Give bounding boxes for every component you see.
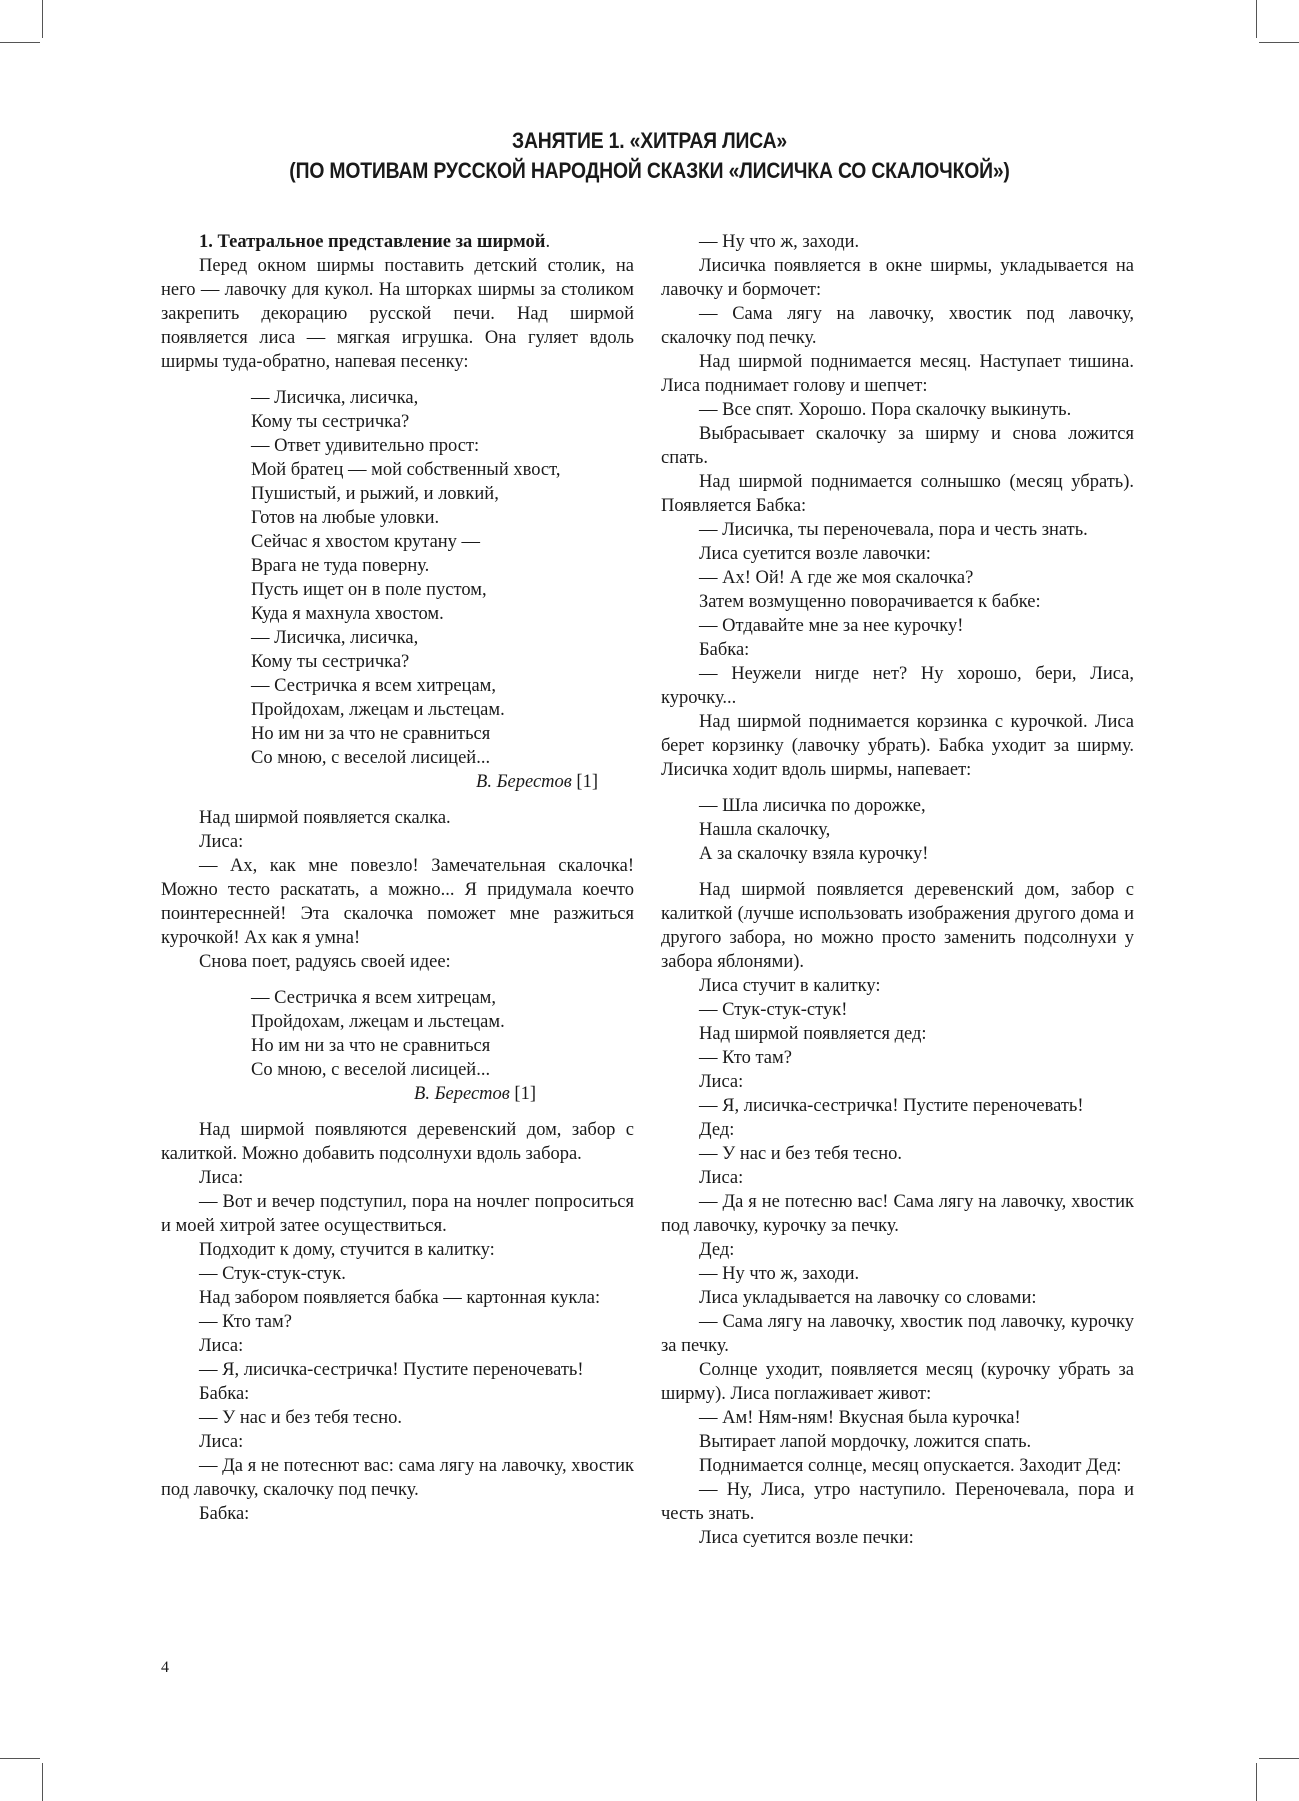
paragraph: Бабка: (199, 1504, 250, 1524)
paragraph: — Вот и вечер подступил, пора на ночлег попроситься и моей хитрой затее осуществиться. (161, 1192, 634, 1236)
paragraph: Лиса: (199, 1336, 244, 1356)
paragraph: — Отдавайте мне за нее курочку! (699, 616, 964, 636)
poem-line: — Лисичка, лисичка, (251, 628, 419, 648)
poem-line: Нашла скалочку, (699, 820, 831, 840)
crop-mark (0, 1758, 40, 1759)
paragraph: Над ширмой поднимается месяц. Наступает тишина. Лиса поднимает голову и шепчет: (661, 352, 1134, 396)
poem-line: Куда я махнула хвостом. (251, 604, 444, 624)
paragraph: — Ну что ж, заходи. (699, 1264, 860, 1284)
paragraph: Снова поет, радуясь своей идее: (199, 952, 451, 972)
paragraph: — Стук-стук-стук. (199, 1264, 346, 1284)
poem-line: Но им ни за что не сравниться (251, 724, 491, 744)
paragraph: Поднимается солнце, месяц опускается. Заходит Дед: (699, 1456, 1122, 1476)
paragraph: — Я, лисичка-сестричка! Пустите переночевать! (699, 1096, 1084, 1116)
paragraph: Лиса: (199, 832, 244, 852)
page-title (78, 126, 1221, 186)
paragraph: Лиса суетится возле печки: (699, 1528, 914, 1548)
paragraph: Вытирает лапой мордочку, ложится спать. (699, 1432, 1032, 1452)
paragraph: Бабка: (199, 1384, 250, 1404)
poem-line: Но им ни за что не сравниться (251, 1036, 491, 1056)
paragraph: — Сама лягу на лавочку, хвостик под лавочку, скалочку под печку. (661, 304, 1134, 348)
paragraph: — Неужели нигде нет? Ну хорошо, бери, Лиса, курочку... (661, 664, 1134, 708)
paragraph: — Я, лисичка-сестричка! Пустите переночевать! (199, 1360, 584, 1380)
paragraph: Лиса стучит в калитку: (699, 976, 881, 996)
poem (661, 794, 1134, 866)
poem-line: Пройдохам, лжецам и льстецам. (251, 1012, 505, 1032)
paragraph: Дед: (699, 1120, 735, 1140)
paragraph: — Ам! Ням-ням! Вкусная была курочка! (699, 1408, 1021, 1428)
paragraph: — У нас и без тебя тесно. (199, 1408, 402, 1428)
crop-mark (1256, 0, 1257, 38)
crop-mark (0, 42, 40, 43)
poem-line: Кому ты сестричка? (251, 652, 410, 672)
paragraph: Лиса: (699, 1168, 744, 1188)
paragraph: Над ширмой появляется дед: (699, 1024, 927, 1044)
crop-mark (1259, 42, 1299, 43)
paragraph: Лиса: (199, 1168, 244, 1188)
paragraph: — Кто там? (699, 1048, 792, 1068)
paragraph: Лиса: (199, 1432, 244, 1452)
poem-line: — Лисичка, лисичка, (251, 388, 419, 408)
paragraph: Над ширмой появляется деревенский дом, забор с калиткой (лучше использовать изображения другого дома и другого забора, но можно просто заменить подсолнухи у забора яблонями). (661, 880, 1134, 972)
paragraph: Лисичка появляется в окне ширмы, укладывается на лавочку и бормочет: (661, 256, 1134, 300)
paragraph: Солнце уходит, появляется месяц (курочку убрать за ширму). Лиса поглаживает живот: (661, 1360, 1134, 1404)
paragraph: Лиса суетится возле лавочки: (699, 544, 931, 564)
poem-line: Со мною, с веселой лисицей... (251, 1060, 491, 1080)
paragraph: — Ну что ж, заходи. (699, 232, 860, 252)
crop-mark (1256, 1763, 1257, 1801)
paragraph: Над забором появляется бабка — картонная кукла: (199, 1288, 601, 1308)
paragraph: Лиса укладывается на лавочку со словами: (699, 1288, 1037, 1308)
poem (161, 386, 634, 794)
poem-line: Пушистый, и рыжий, и ловкий, (251, 484, 499, 504)
paragraph: Подходит к дому, стучится в калитку: (199, 1240, 495, 1260)
poem-author: В. Берестов [1] (476, 772, 598, 792)
paragraph: — Да я не потеснют вас: сама лягу на лавочку, хвостик под лавочку, скалочку под печку. (161, 1456, 634, 1500)
right-column (661, 230, 1134, 1550)
poem-line: — Ответ удивительно прост: (251, 436, 480, 456)
poem-line: Пусть ищет он в поле пустом, (251, 580, 487, 600)
paragraph: Над ширмой поднимается корзинка с курочкой. Лиса берет корзинку (лавочку убрать). Бабка уходит за ширму. Лисичка ходит вдоль ширмы, напевает: (661, 712, 1134, 780)
poem-line: Кому ты сестричка? (251, 412, 410, 432)
paragraph: Лиса: (699, 1072, 744, 1092)
title-line-1: ЗАНЯТИЕ 1. «ХИТРАЯ ЛИСА» (512, 128, 787, 153)
paragraph: — Да я не потесню вас! Сама лягу на лавочку, хвостик под лавочку, курочку за печку. (661, 1192, 1134, 1236)
paragraph: — Ах! Ой! А где же моя скалочка? (699, 568, 974, 588)
paragraph: — Кто там? (199, 1312, 292, 1332)
paragraph: — Стук-стук-стук! (699, 1000, 848, 1020)
poem-author: В. Берестов [1] (414, 1084, 536, 1104)
poem-line: — Шла лисичка по дорожке, (699, 796, 926, 816)
poem-line: Мой братец — мой собственный хвост, (251, 460, 561, 480)
crop-mark (42, 1763, 43, 1801)
paragraph: Над ширмой появляется скалка. (199, 808, 451, 828)
paragraph: — У нас и без тебя тесно. (699, 1144, 902, 1164)
poem-line: Пройдохам, лжецам и льстецам. (251, 700, 505, 720)
page-number: 4 (161, 1659, 169, 1676)
poem-line: Со мною, с веселой лисицей... (251, 748, 491, 768)
poem-line: Готов на любые уловки. (251, 508, 440, 528)
paragraph: Затем возмущенно поворачивается к бабке: (699, 592, 1041, 612)
section-heading: 1. Театральное представление за ширмой. (199, 232, 551, 252)
title-line-2: (ПО МОТИВАМ РУССКОЙ НАРОДНОЙ СКАЗКИ «ЛИСИЧКА СО СКАЛОЧКОЙ») (289, 158, 1010, 183)
poem-line: Врага не туда поверну. (251, 556, 430, 576)
paragraph: — Ну, Лиса, утро наступило. Переночевала, пора и честь знать. (661, 1480, 1134, 1524)
poem-line: А за скалочку взяла курочку! (699, 844, 929, 864)
poem (161, 986, 634, 1106)
paragraph: Над ширмой поднимается солнышко (месяц убрать). Появляется Бабка: (661, 472, 1134, 516)
paragraph: Перед окном ширмы поставить детский столик, на него — лавочку для кукол. На шторках ширмы за столиком закрепить декорацию русской печи. Над ширмой появляется лиса — мягкая игрушка. Она гуляет вдоль ширмы туда-обратно, напевая песенку: (161, 256, 634, 372)
crop-mark (1259, 1758, 1299, 1759)
poem-line: — Сестричка я всем хитрецам, (251, 988, 496, 1008)
paragraph: Выбрасывает скалочку за ширму и снова ложится спать. (661, 424, 1134, 468)
paragraph: Дед: (699, 1240, 735, 1260)
crop-mark (42, 0, 43, 38)
paragraph: — Лисичка, ты переночевала, пора и честь знать. (699, 520, 1088, 540)
left-column (161, 230, 634, 1526)
paragraph: — Все спят. Хорошо. Пора скалочку выкинуть. (699, 400, 1072, 420)
paragraph: Над ширмой появляются деревенский дом, забор с калиткой. Можно добавить подсолнухи вдоль забора. (161, 1120, 634, 1164)
paragraph: Бабка: (699, 640, 750, 660)
poem-line: Сейчас я хвостом крутану — (251, 532, 481, 552)
poem-line: — Сестричка я всем хитрецам, (251, 676, 496, 696)
paragraph: — Сама лягу на лавочку, хвостик под лавочку, курочку за печку. (661, 1312, 1134, 1356)
paragraph: — Ах, как мне повезло! Замечательная скалочка! Можно тесто раскатать, а можно... Я придумала коечто поинтереснней! Эта скалочка поможет мне разжиться курочкой! Ах как я умна! (161, 856, 634, 948)
